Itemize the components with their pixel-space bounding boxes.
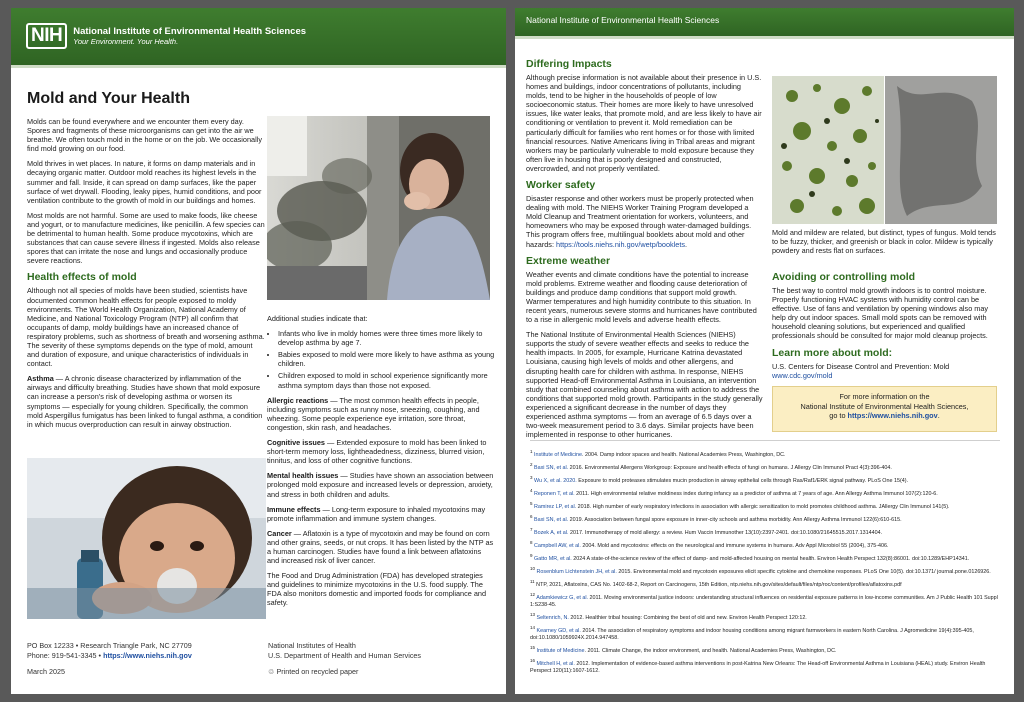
reference-text: 2012. Healthier tribal housing: Combining the best of old and new. Environ Health Perspect 120:12. bbox=[568, 614, 807, 621]
org-name: National Institute of Environmental Health Sciences bbox=[73, 26, 307, 37]
footer-address: PO Box 12233 • Research Triangle Park, NC 27709 bbox=[27, 641, 192, 650]
intro-paragraph: Molds can be found everywhere and we encounter them every day. Spores and fragments of these microorganisms can get into the air we breathe. We often touch mold in the home or on the job. We occasionally find mold growing on our food. bbox=[27, 117, 262, 154]
header-underline bbox=[11, 65, 506, 68]
learn-cdc bbox=[772, 362, 1000, 380]
reference-text: . 2011. Climate Change, the indoor environment, and health. National Academies Press, Washington, DC. bbox=[584, 647, 837, 654]
p2-left-column bbox=[526, 58, 764, 445]
health-paragraph: Although not all species of molds have been studied, scientists have documented common health effects for people exposed to moldy environments. The World Health Organization, National Academy of Medicine, and National Toxicology Program (NTP) all confirm that occupants of damp, moldy buildings have an increased chance of respiratory problems, such as shortness of breath and worsening asthma. The severity of these symptoms depends on the type of mold, amount and duration of exposure, and unique characteristics of individuals in contact. bbox=[27, 286, 265, 369]
reference-item bbox=[530, 611, 1000, 622]
effect-cognitive bbox=[267, 438, 495, 465]
reference-link[interactable]: Campbell AW, et al. bbox=[534, 542, 581, 549]
reference-item bbox=[530, 474, 1000, 485]
effect-term: Cancer bbox=[267, 528, 292, 538]
footer-date: March 2025 bbox=[27, 667, 65, 676]
callout-line: For more information on the bbox=[839, 392, 930, 401]
fda-paragraph: The Food and Drug Administration (FDA) has developed strategies and guidelines to minimize mycotoxins in the U.S. food supply. The FDA also monitors domestic and imported foods for compliance and safety. bbox=[267, 571, 487, 608]
study-bullets bbox=[267, 329, 495, 390]
reference-item bbox=[530, 591, 1000, 609]
reference-number: 11 bbox=[530, 578, 535, 584]
reference-number: 1 bbox=[530, 449, 533, 454]
reference-item bbox=[530, 539, 1000, 550]
footer-agency-hhs: U.S. Department of Health and Human Services bbox=[268, 651, 422, 660]
photo-mold-mildew bbox=[772, 76, 997, 224]
list-item: • Children exposed to mold in school experience significantly more asthma symptom days than those not exposed. bbox=[278, 371, 495, 389]
reference-text: NTP, 2021, Aflatoxins, CAS No. 1402-68-2, Report on Carcinogens, 15th Edition, ntp.niehs.nih.gov/sites/default/files/ntp/roc/content/profiles/aflatoxins.pdf bbox=[536, 581, 902, 588]
effect-term: Allergic reactions bbox=[267, 395, 329, 405]
reference-number: 7 bbox=[530, 526, 533, 532]
health-effects-heading: Health effects of mold bbox=[27, 271, 137, 284]
page2-org-name: National Institute of Environmental Health Sciences bbox=[526, 15, 720, 25]
reference-text: 2011. High environmental relative moldiness index during infancy as a predictor of asthma at 7 years of age. Ann Allergy Asthma Immunol 107(2):120-6. bbox=[574, 490, 938, 497]
footer-agency-nih: National Institutes of Health bbox=[268, 641, 356, 650]
reference-item bbox=[530, 644, 1000, 655]
header-underline bbox=[515, 36, 1014, 39]
reference-text: Exposure to mold proteases stimulates mucin production in airway epithelial cells through Ras/Raf1/ERK signal pathway. PLoS One 15(4). bbox=[576, 477, 909, 484]
reference-link[interactable]: Adamkiewicz G, et al. bbox=[536, 594, 589, 601]
nih-logo bbox=[26, 23, 306, 49]
effect-term: Mental health issues bbox=[267, 471, 339, 481]
reference-link[interactable]: Gatto MR, et al. bbox=[534, 555, 572, 562]
reference-item bbox=[530, 657, 1000, 675]
weather-paragraph: Weather events and climate conditions have the potential to increase mold problems. Extreme weather and flooding cause deterioration of buildings and produce damp conditions that support mold growth. Warmer temperatures and high humidity contribute to this situation. In recent years, numerous severe storms and hurricanes have contributed to a rise in allergenic mold levels and adverse health effects. bbox=[526, 269, 757, 325]
photo-woman-coughing bbox=[267, 116, 490, 300]
reference-number: 2 bbox=[530, 461, 533, 467]
reference-text: 2024 A state-of-the-science review of the effect of damp- and mold-affected housing on mental health. Environ Health Perspect 132(8):86001. doi:10.1289/EHP14341. bbox=[571, 555, 970, 562]
photo-caption-block bbox=[772, 228, 1000, 261]
photo-child-inhaler bbox=[27, 458, 266, 619]
reference-item bbox=[530, 552, 1000, 563]
list-item: • Infants who live in moldy homes were three times more likely to develop asthma by age 7. bbox=[278, 329, 495, 347]
reference-link[interactable]: Wu X, et al. 2020. bbox=[534, 477, 577, 484]
effect-term: Immune effects bbox=[267, 504, 321, 514]
asthma-term: Asthma bbox=[27, 374, 54, 384]
reference-text: 2016. Environmental Allergens Workgroup: Exposure and health effects of fungi on humans. J Allergy Clin Immunol Pract 4(3):396-404. bbox=[568, 464, 892, 471]
left-column bbox=[27, 117, 265, 435]
effect-text: — Aflatoxin is a type of mycotoxin and may be found on corn and other grains, seeds, or nut crops. It has been listed by the NTP as a human carcinogen. Studies have found a link between aflatoxins and increased risk of liver cancer. bbox=[267, 528, 494, 566]
additional-intro: Additional studies indicate that: bbox=[267, 314, 368, 323]
asthma-text: — A chronic disease characterized by inflammation of the airways and difficulty breathing. Studies have shown that mold exposure can increase a person's risk of developing asthma or worsen its symptoms — especially for young children. Specifically, the common mold Aspergillus fumigatus has been linked to fungal asthma, a condition in which mucus overproduction can result in airway obstruction. bbox=[27, 374, 263, 429]
reference-link[interactable]: Reponen T, et al. bbox=[534, 490, 575, 497]
callout-line: go to bbox=[829, 411, 848, 420]
callout-period: . bbox=[937, 411, 940, 420]
right-column bbox=[267, 314, 495, 614]
reference-link[interactable]: Institute of Medicine bbox=[536, 647, 585, 654]
reference-number: 12 bbox=[530, 591, 536, 597]
effect-immune bbox=[267, 505, 495, 523]
differing-impacts-heading: Differing Impacts bbox=[526, 58, 612, 70]
reference-item bbox=[530, 624, 1000, 642]
effect-text: — Long-term exposure to inhaled mycotoxins may promote inflammation and immune system changes. bbox=[267, 504, 486, 523]
intro-paragraph: Most molds are not harmful. Some are used to make foods, like cheese and yogurt, or to manufacture medicines, like penicillin. A few species can be detrimental to human health. Some produce mycotoxins, which are substances that can cause severe illness if ingested. Molds also release spores that can irritate the nose and lungs and occasionally produce severe reactions. bbox=[27, 210, 265, 266]
recycle-icon: ♲ bbox=[268, 667, 275, 676]
effect-text: — The most common health effects in people, including symptoms such as runny nose, sneezing, coughing, and wheezing. Some people experience eye irritation, sore throat, congestion, skin rash, and headaches. bbox=[267, 395, 480, 432]
learn-more-heading: Learn more about mold: bbox=[772, 346, 893, 359]
reference-number: 9 bbox=[530, 552, 533, 558]
niehs-paragraph: The National Institute of Environmental Health Sciences (NIEHS) supports the study of severe weather effects and seeks to reduce the health impacts. In 2005, for example, Hurricane Katrina devastated Louisiana, causing high levels of molds and other allergens, and disrupting health care for children with asthma. In response, NIEHS supported Head-off Environmental Asthma in Louisiana, an intervention study that combined counseling about asthma with action to address the conditions that supported mold growth. Participants in the study generally experienced a significant decrease in the number of days they experienced asthma symptoms — from an average of 6.5 days over a two-week measurement period to 3.6 days. Similar projects have been implemented in response to other hurricanes. bbox=[526, 330, 763, 440]
page-title: Mold and Your Health bbox=[27, 90, 190, 107]
callout-line: National Institute of Environmental Health Sciences, bbox=[800, 401, 969, 411]
reference-number: 6 bbox=[530, 513, 533, 519]
effect-text: — Studies have shown an association between prolonged mold exposure and increased levels or depression, anxiety, and stress in both children and adults. bbox=[267, 471, 494, 499]
footer-recycled: Printed on recycled paper bbox=[276, 667, 359, 676]
reference-link[interactable]: Baxi SN, et al. bbox=[534, 464, 569, 471]
footer-right bbox=[268, 641, 421, 677]
reference-item bbox=[530, 565, 1000, 576]
reference-item bbox=[530, 526, 1000, 537]
reference-number: 14 bbox=[530, 624, 536, 630]
cdc-mold-link[interactable]: www.cdc.gov/mold bbox=[772, 370, 833, 380]
references bbox=[530, 448, 1000, 677]
more-info-callout bbox=[772, 386, 997, 432]
reference-number: 8 bbox=[530, 539, 533, 545]
effect-term: Cognitive issues bbox=[267, 438, 325, 448]
learn-label: U.S. Centers for Disease Control and Prevention: Mold bbox=[772, 361, 950, 371]
reference-item bbox=[530, 578, 1000, 589]
reference-number: 13 bbox=[530, 611, 536, 617]
reference-number: 4 bbox=[530, 487, 533, 493]
reference-link[interactable]: Kearney GD, et al. bbox=[536, 627, 581, 634]
reference-number: 3 bbox=[530, 474, 533, 480]
nih-logo-mark: NIH bbox=[26, 23, 67, 49]
worker-paragraph: Disaster response and other workers must be properly protected when dealing with mold. The NIEHS Worker Training Program developed a Mold Cleanup and Treatment orientation for workers, volunteers, and homeowners who may be exposed through water-damaged buildings. This program offers free, multilingual booklets about mold and other hazards: https://tools.niehs.nih.gov/wetp/booklets. bbox=[526, 194, 754, 249]
reference-text: 2004. Mold and mycotoxins: effects on the neurological and immune systems in humans. Adv Appl Microbiol 55 (2004), 375-406. bbox=[580, 542, 889, 549]
org-tagline: Your Environment. Your Health. bbox=[73, 37, 179, 46]
reference-number: 10 bbox=[530, 565, 536, 571]
reference-text: . 2004. Damp indoor spaces and health. National Academies Press, Washington, DC. bbox=[581, 451, 786, 458]
effect-mental bbox=[267, 471, 495, 498]
footer-left bbox=[27, 641, 192, 677]
reference-text: 2011. Moving environmental justice indoors: understanding structural influences on residential exposure patterns in low-income communities. Am J Public Health 101 Suppl 1:S238-45. bbox=[530, 594, 998, 608]
reference-text: 2015. Environmental mold and mycotoxin exposures elicit specific cytokine and chemokine responses. PLoS One 10(5). doi:10.1371/ journal.pone.0126926. bbox=[616, 568, 991, 575]
extreme-weather-heading: Extreme weather bbox=[526, 254, 611, 267]
effect-text: — Extended exposure to mold has been linked to short-term memory loss, lightheadedness, dizziness, blurred vision, tinnitus, and loss of other cognitive functions. bbox=[267, 438, 487, 466]
footer-phone: Phone: 919-541-3345 • bbox=[27, 651, 102, 660]
reference-item bbox=[530, 448, 1000, 459]
avoiding-mold-heading: Avoiding or controlling mold bbox=[772, 271, 916, 283]
page-1 bbox=[11, 8, 506, 694]
footer-website-link[interactable]: https://www.niehs.nih.gov bbox=[103, 651, 192, 660]
reference-text: 2019. Association between fungal spore exposure in inner-city schools and asthma morbidity. Ann Allergy Asthma Immunol 122(6):610-615. bbox=[568, 516, 902, 523]
worker-text: Disaster response and other workers must be properly protected when dealing with mold. The NIEHS Worker Training Program developed a Mold Cleanup and Treatment orientation for workers, volunteers, and homeowners who may be exposed through water-damaged buildings. This program offers free, multilingual booklets about mold and other hazards: bbox=[526, 194, 754, 249]
reference-link[interactable]: Baxi SN, et al. bbox=[534, 516, 569, 523]
reference-item bbox=[530, 513, 1000, 524]
callout-niehs-link[interactable]: https://www.niehs.nih.gov bbox=[847, 411, 938, 420]
reference-link[interactable]: Seltenrich, N. bbox=[536, 614, 569, 621]
header-band bbox=[11, 8, 506, 65]
page-2 bbox=[515, 8, 1014, 694]
reference-text: 2012. Implementation of evidence-based asthma interventions in post-Katrina New Orleans: The Head-off Environmental Asthma in Louisiana (HEAL) study. Environ Health Perspect 120(11):1607-1612. bbox=[530, 660, 986, 674]
reference-item bbox=[530, 487, 1000, 498]
asthma-paragraph bbox=[27, 374, 265, 429]
reference-text: 2017. Immunotherapy of mold allergy: a review. Hum Vaccin Immunother 13(10):2397-2401. doi:10.1080/21645515.2017.1314404. bbox=[568, 529, 883, 536]
reference-item bbox=[530, 500, 1000, 511]
worker-safety-heading: Worker safety bbox=[526, 179, 596, 192]
references-divider bbox=[530, 440, 1000, 441]
photo-caption: Mold and mildew are related, but distinct, types of fungus. Mold tends to be fuzzy, thicker, and greenish or black in color. Mildew is typically powdery and rests flat on surfaces. bbox=[772, 228, 996, 256]
avoid-paragraph: The best way to control mold growth indoors is to control moisture. Properly functioning HVAC systems with humidity control can be effective. Use of fans and ventilation by opening windows also may help dry out indoor spaces. Small mold spots can be removed with household cleaning solutions, but experienced and qualified professionals should be consulted for major mold cleanup projects. bbox=[772, 286, 989, 341]
worker-booklets-link[interactable]: https://tools.niehs.nih.gov/wetp/booklets bbox=[556, 239, 686, 249]
header-band-page2 bbox=[515, 8, 1014, 36]
reference-text: 2018. High number of early respiratory infections in association with allergic sensitization to mold promotes childhood asthma. JAllergy Clin Immunol 141(5). bbox=[576, 503, 950, 510]
reference-number: 16 bbox=[530, 657, 536, 663]
reference-link[interactable]: Rosenblum Lichtenstein JH, et al. bbox=[536, 568, 617, 575]
reference-link[interactable]: Bozek A, et al. bbox=[534, 529, 569, 536]
reference-link[interactable]: Ramirez LP, et al. bbox=[534, 503, 577, 510]
effect-cancer bbox=[267, 529, 495, 565]
reference-item bbox=[530, 461, 1000, 472]
list-item: • Babies exposed to mold were more likely to have asthma as young children. bbox=[278, 350, 495, 368]
reference-text: 2014. The association of respiratory symptoms and indoor housing conditions among migrant farmworkers in eastern North Carolina. J Agromedicine 19(4):395-405, doi:10.1080/1059924X.2014.947458. bbox=[530, 627, 974, 641]
reference-link[interactable]: Institute of Medicine bbox=[534, 451, 582, 458]
reference-link[interactable]: Mitchell H, et al. bbox=[536, 660, 575, 667]
effect-allergic bbox=[267, 396, 495, 432]
differing-paragraph: Although precise information is not available about their presence in U.S. homes and buildings, indoor concentrations of pollutants, including molds, tend to be higher in the households of people of low socioeconomic status. Their homes are more likely to have unresolved issues, like water leaks, that promote mold, and are less likely to have air conditioning or ventilation to prevent it. Mold remediation can be particularly difficult for families who rent homes or for those with limited financial resources. Native Americans living in Tribal areas and migrant workers may be particularly vulnerable to mold exposure because they often live in housing that is poorly designed and constructed, overcrowded, and not properly ventilated. bbox=[526, 73, 762, 173]
reference-number: 15 bbox=[530, 644, 536, 650]
intro-paragraph: Mold thrives in wet places. In nature, it forms on damp materials and in decaying organic matter. Outdoor mold reaches its highest levels in the summer and fall. Inside, it can spread on damp surfaces, like the paper surface of wet drywall. Flooding, leaky pipes, humid conditions, and poor ventilation contribute to the growth of mold in our buildings and homes. bbox=[27, 159, 262, 205]
reference-number: 5 bbox=[530, 500, 533, 506]
